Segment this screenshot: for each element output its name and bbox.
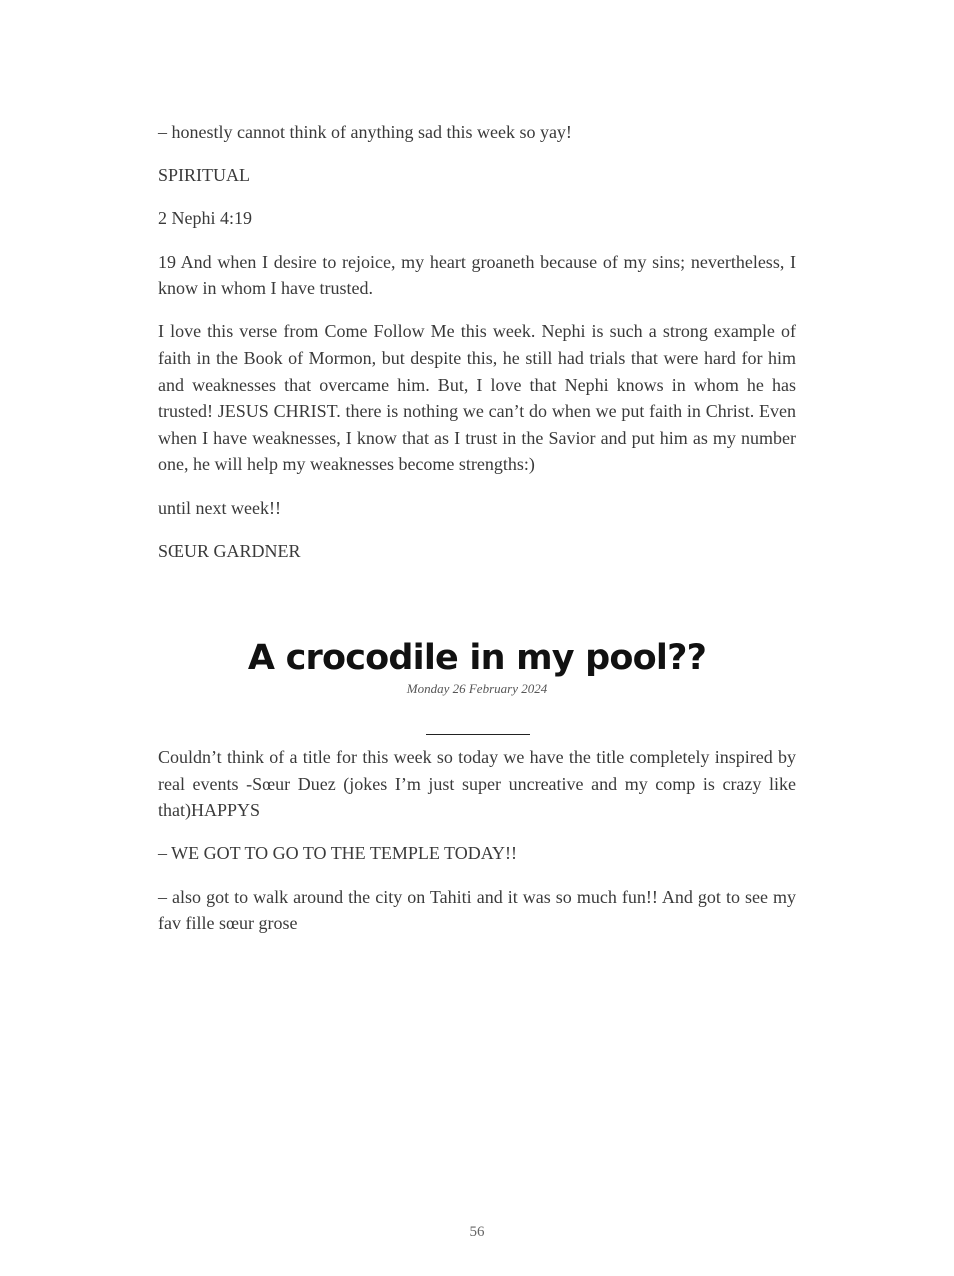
section-heading: SPIRITUAL — [158, 165, 251, 186]
paragraph: – also got to walk around the city on Tahiti and it was so much fun!! And got to see my fav fille sœur grose — [158, 886, 796, 934]
post-body — [158, 744, 796, 953]
scripture-reference: 2 Nephi 4:19 — [158, 208, 252, 229]
scripture-quote: 19 And when I desire to rejoice, my heart groaneth because of my sins; nevertheless, I know in whom I have trusted. — [158, 251, 796, 299]
page-number: 56 — [469, 1224, 485, 1240]
title-divider — [426, 734, 530, 735]
previous-post-body — [158, 119, 796, 581]
post-title: A crocodile in my pool?? — [247, 638, 707, 678]
paragraph: I love this verse from Come Follow Me this week. Nephi is such a strong example of faith in the Book of Mormon, but despite this, he still had trials that were hard for him and weaknesses that overcame him. But, I love that Nephi knows in whom he has trusted! JESUS CHRIST. there is nothing we can’t do when we put faith in Christ. Even when I have weaknesses, I know that as I trust in the Savior and put him as my number one, he will help my weaknesses become strengths:) — [158, 321, 796, 475]
paragraph: – honestly cannot think of anything sad this week so yay! — [158, 122, 572, 142]
signature: SŒUR GARDNER — [158, 540, 301, 561]
paragraph: Couldn’t think of a title for this week so today we have the title completely inspired by real events -Sœur Duez (jokes I’m just super uncreative and my comp is crazy like that)HAPPYS — [158, 747, 796, 821]
paragraph: – WE GOT TO GO TO THE TEMPLE TODAY!! — [158, 843, 518, 864]
paragraph: until next week!! — [158, 497, 281, 518]
post-date: Monday 26 February 2024 — [406, 681, 548, 696]
